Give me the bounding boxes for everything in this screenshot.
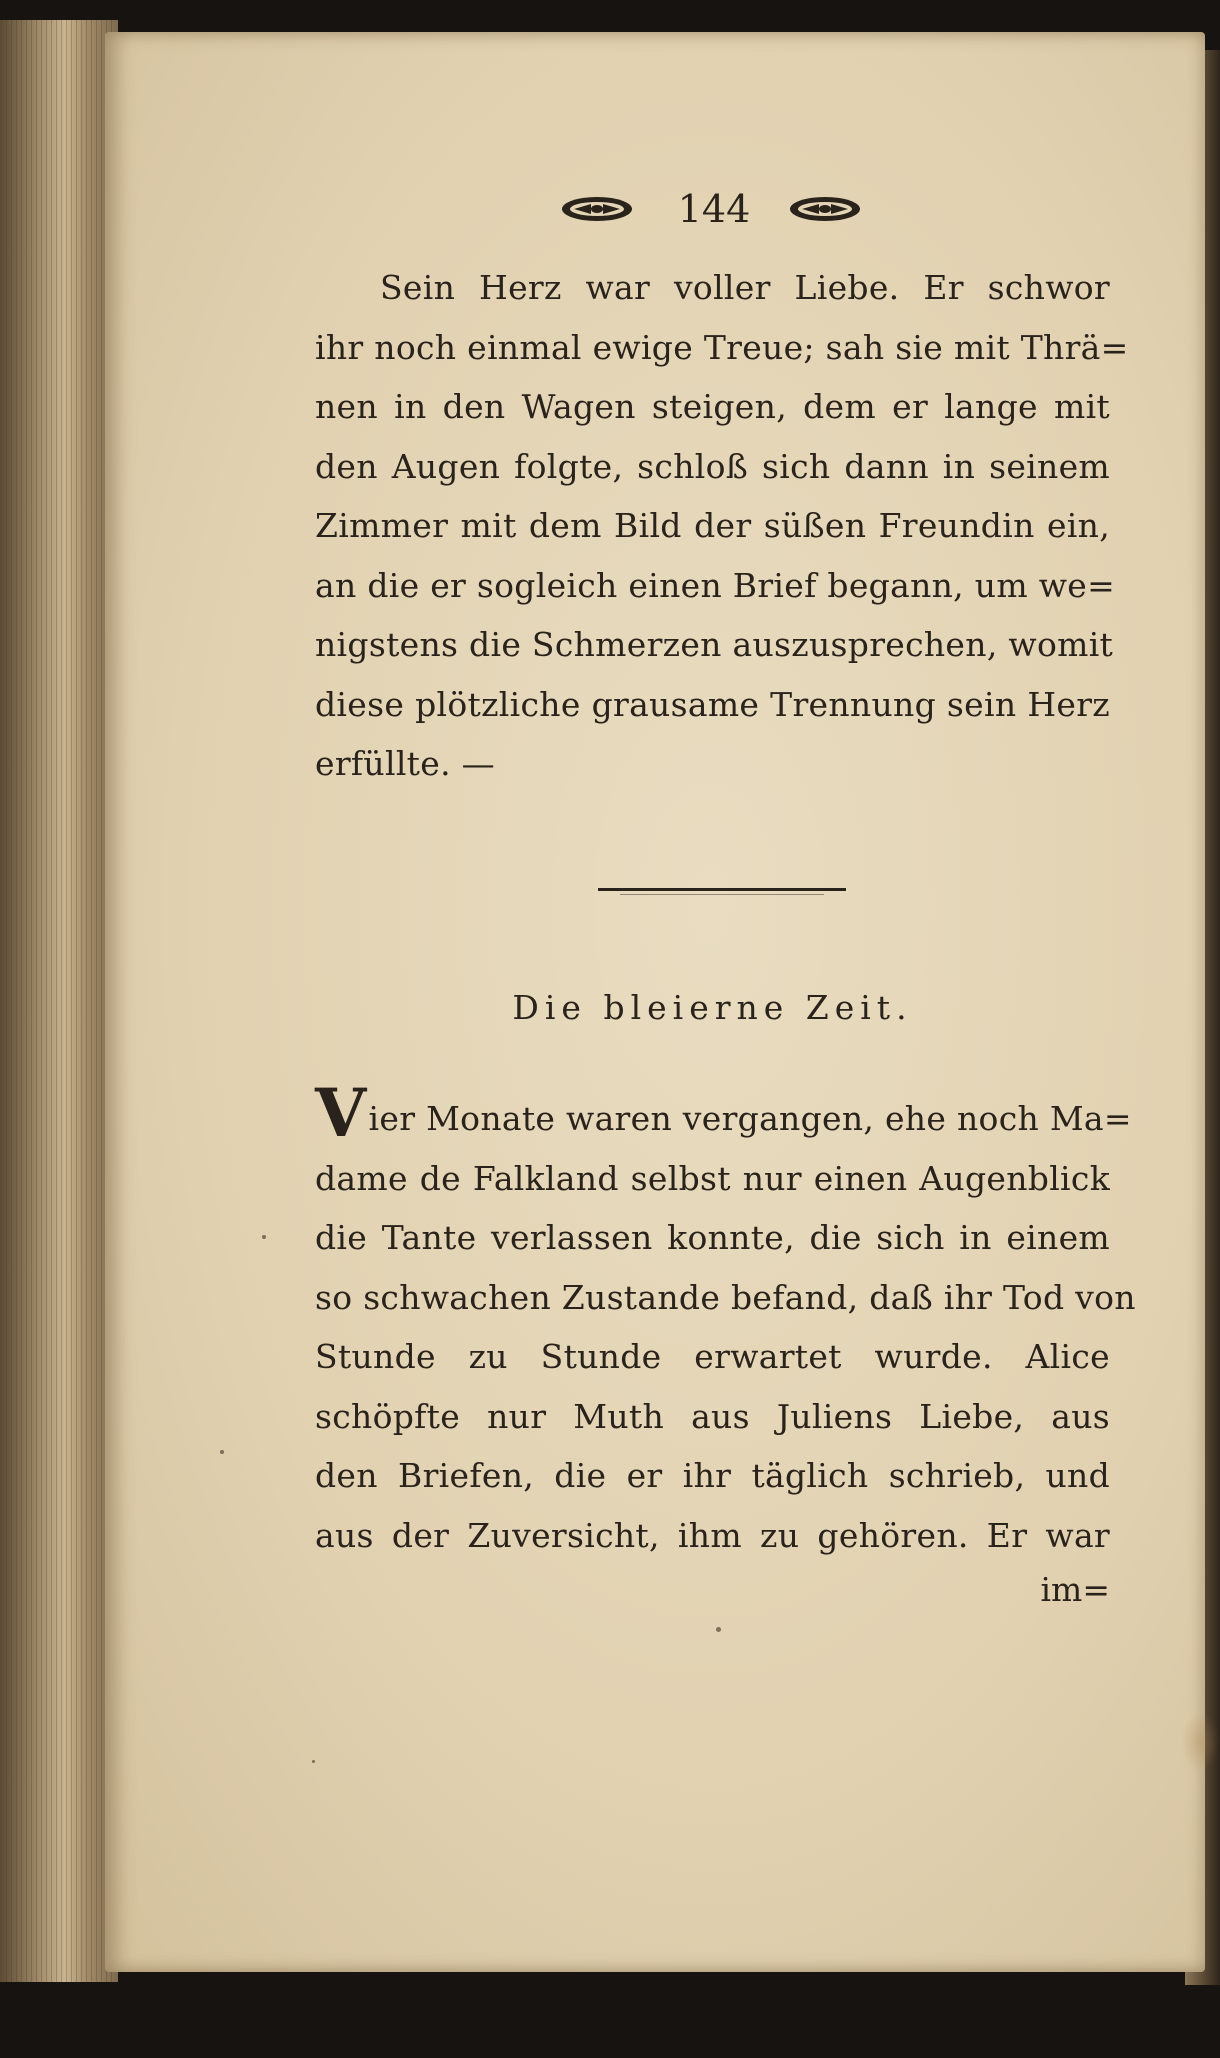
text-line: aus der Zuversicht, ihm zu gehören. Er war — [315, 1515, 1110, 1555]
page-header — [560, 183, 870, 239]
text-line: an die er sogleich einen Brief begann, um we= — [315, 565, 1116, 605]
text-line: erfüllte. — — [315, 744, 495, 783]
paper-speck — [220, 1450, 224, 1454]
paper-speck — [312, 1760, 315, 1763]
rosette-ornament-icon — [788, 195, 862, 223]
page-number: 144 — [677, 187, 751, 231]
text-line: nen in den Wagen steigen, dem er lange mit — [315, 387, 1110, 426]
page-stack-lines — [6, 20, 114, 1982]
text-line-first — [315, 1074, 1132, 1152]
text-line: so schwachen Zustande befand, daß ihr Tod von — [315, 1277, 1136, 1317]
first-line-text: ier Monate waren vergangen, ehe noch Ma= — [368, 1099, 1132, 1138]
text-line: Sein Herz war voller Liebe. Er schwor — [380, 268, 1110, 307]
catchword: im= — [1040, 1570, 1110, 1609]
text-line: schöpfte nur Muth aus Juliens Liebe, aus — [315, 1396, 1110, 1436]
text-line: dame de Falkland selbst nur einen Augenblick — [315, 1158, 1110, 1198]
text-line: Stunde zu Stunde erwartet wurde. Alice — [315, 1337, 1110, 1376]
text-line: Zimmer mit dem Bild der süßen Freundin ein, — [315, 506, 1110, 545]
text-line: ihr noch einmal ewige Treue; sah sie mit Thrä= — [315, 327, 1129, 367]
paper-stain — [1180, 1712, 1220, 1772]
paragraph-two — [315, 1074, 1136, 1565]
paper-speck — [262, 1235, 266, 1239]
text-line: den Augen folgte, schloß sich dann in seinem — [315, 446, 1110, 486]
section-divider-fine — [620, 894, 824, 895]
rosette-ornament-icon — [560, 195, 634, 223]
text-line: nigstens die Schmerzen auszusprechen, womit — [315, 625, 1114, 664]
text-line: den Briefen, die er ihr täglich schrieb, und — [315, 1456, 1110, 1495]
section-title: Die bleierne Zeit. — [512, 988, 913, 1027]
paragraph-one — [315, 258, 1129, 794]
paper-speck — [716, 1627, 721, 1632]
text-line: die Tante verlassen konnte, die sich in einem — [315, 1218, 1110, 1257]
section-divider — [598, 888, 846, 891]
drop-cap: V — [315, 1074, 367, 1152]
text-line: diese plötzliche grausame Trennung sein Herz — [315, 684, 1110, 724]
